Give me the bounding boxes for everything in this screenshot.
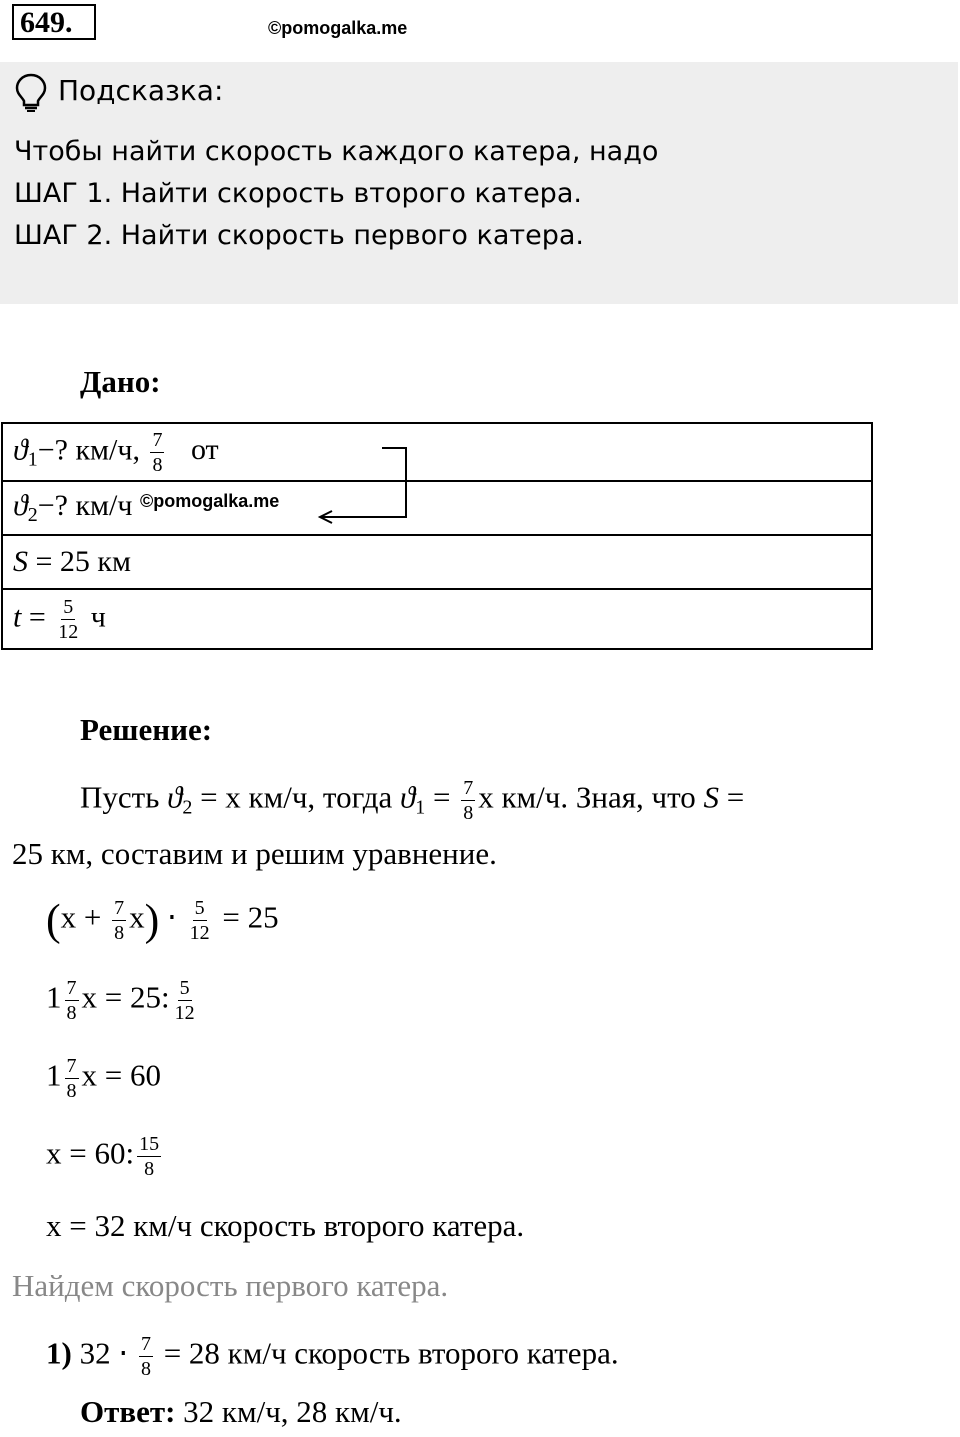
step-text: Найти скорость второго катера. — [112, 178, 582, 209]
unit-text: ч — [90, 599, 106, 633]
given-row-v2 — [2, 481, 872, 535]
fraction — [188, 896, 212, 945]
solution-paragraph-line2: 25 км, составим и решим уравнение. — [12, 836, 497, 871]
text: скорость второго катера. — [192, 1208, 525, 1243]
denominator: 12 — [174, 1002, 195, 1024]
hint-title: Подсказка: — [58, 74, 224, 107]
paren: ) — [144, 895, 160, 945]
task-number: 649. — [12, 4, 96, 40]
text: 1 — [46, 979, 62, 1015]
numerator: 5 — [63, 595, 74, 618]
text: = — [425, 779, 459, 815]
answer-label: Ответ: — [80, 1394, 176, 1429]
text: x = 25: — [81, 979, 170, 1015]
relation-text: от — [190, 432, 219, 466]
denominator: 8 — [66, 1002, 77, 1024]
numerator: 15 — [139, 1133, 160, 1155]
var-v: ϑ — [167, 779, 183, 815]
fraction — [139, 1332, 153, 1381]
given-row-v1 — [2, 423, 872, 481]
lightbulb-icon — [14, 72, 48, 116]
text: 1 — [46, 1057, 62, 1093]
solution-paragraph — [80, 776, 744, 825]
var-v: ϑ — [13, 489, 28, 522]
var-v: ϑ — [13, 432, 28, 466]
step-label: ШАГ 1. — [14, 178, 113, 209]
text: ⋅ — [159, 899, 185, 935]
solution-title: Решение: — [80, 712, 213, 747]
text: = 25 — [214, 899, 279, 935]
denominator: 8 — [144, 1158, 155, 1180]
equation-3 — [46, 1054, 161, 1103]
step-text: Найти скорость первого катера. — [112, 220, 584, 251]
var-s: S — [13, 545, 28, 578]
equals: = — [21, 599, 54, 633]
subscript: 1 — [27, 447, 38, 470]
fraction — [65, 976, 79, 1025]
fraction — [56, 595, 80, 644]
fraction — [150, 428, 164, 477]
step-label: ШАГ 2. — [14, 220, 113, 251]
value-text: = 25 км — [28, 545, 131, 578]
subscript: 1 — [415, 796, 426, 819]
numerator: 5 — [179, 977, 190, 999]
text: Пусть — [80, 779, 168, 815]
numerator: 7 — [114, 897, 125, 919]
given-row-s — [2, 535, 872, 589]
numerator: 5 — [194, 897, 205, 919]
given-title: Дано: — [80, 364, 161, 399]
text: x + — [60, 899, 110, 935]
watermark: ©pomogalka.me — [139, 491, 280, 511]
equation-2 — [46, 976, 200, 1025]
relation-arrow-icon — [310, 440, 420, 530]
hint-box — [0, 62, 958, 304]
numerator: 7 — [140, 1333, 151, 1355]
text: 32 ⋅ — [71, 1335, 136, 1371]
fraction — [173, 976, 197, 1025]
denominator: 12 — [58, 620, 79, 643]
denominator: 12 — [189, 922, 210, 944]
text: x = 60 — [81, 1057, 161, 1093]
denominator: 8 — [140, 1358, 151, 1380]
text: = 28 км/ч скорость второго катера. — [155, 1335, 619, 1371]
subscript: 2 — [182, 796, 193, 819]
subscript: 2 — [27, 504, 38, 526]
text: = x км/ч, тогда — [192, 779, 401, 815]
unit-text: −? км/ч — [37, 489, 133, 522]
given-table — [1, 422, 873, 650]
paren: ( — [46, 895, 61, 945]
hint-intro: Чтобы найти скорость каждого катера, надо — [14, 136, 659, 167]
denominator: 8 — [152, 453, 163, 476]
equation-4 — [46, 1132, 164, 1181]
numerator: 7 — [66, 977, 77, 999]
watermark: ©pomogalka.me — [268, 18, 408, 38]
text: = — [718, 779, 745, 815]
answer-line — [80, 1394, 402, 1430]
step-label: 1) — [46, 1335, 72, 1371]
given-row-t — [2, 589, 872, 649]
var-v: ϑ — [400, 779, 416, 815]
text: x = 32 км/ч — [46, 1208, 193, 1243]
equation-1 — [46, 896, 279, 945]
denominator: 8 — [114, 922, 125, 944]
answer-text: 32 км/ч, 28 км/ч. — [175, 1394, 402, 1429]
numerator: 7 — [463, 777, 474, 799]
text: x км/ч. Зная, что — [478, 779, 704, 815]
hint-step-2 — [14, 220, 584, 251]
var-s: S — [703, 779, 719, 815]
text: x — [129, 899, 145, 935]
hint-step-1 — [14, 178, 582, 209]
unit-text: −? км/ч, — [37, 432, 140, 466]
fraction — [461, 776, 475, 825]
fraction — [112, 896, 126, 945]
numerator: 7 — [66, 1055, 77, 1077]
text: x = 60: — [46, 1135, 135, 1171]
var-t: t — [13, 599, 22, 633]
step-1-line — [46, 1332, 619, 1381]
denominator: 8 — [463, 802, 474, 824]
denominator: 8 — [66, 1080, 77, 1102]
fraction — [65, 1054, 79, 1103]
gray-note: Найдем скорость первого катера. — [12, 1268, 449, 1303]
equation-5 — [46, 1208, 524, 1244]
fraction — [137, 1132, 161, 1181]
numerator: 7 — [152, 428, 163, 451]
